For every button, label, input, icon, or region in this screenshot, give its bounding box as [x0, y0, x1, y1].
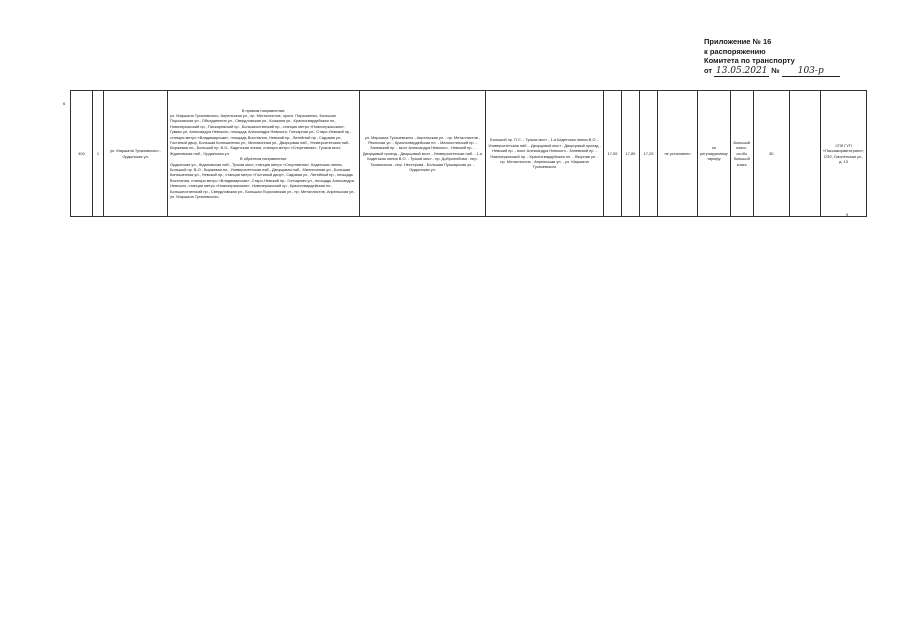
empty-cell: [789, 91, 820, 217]
handwritten-number: 103-р: [782, 67, 840, 78]
page-marker-right: 9: [846, 212, 849, 217]
operator-cell: СПб ГУП «Пассажиравтотранс», СПб, Смоленская ул., д. 13: [820, 91, 867, 217]
streets-forward-cell: ул. Маршала Тухачевского - Апрельская ул. - пр. Металлистов - Японская ул. - Красногвардейская пл. - Малоохтинский пр. - Заневский пр. - мост Александра Невского - Невский пр. - Дворцовый проезд - Дворцовый мост - Университетская наб. - 1-я Кадетская линия В.О. - Тучков мост - пр. Добролюбова - пер. Талалихина - пер. Нестерова - Большая Пушкарская ул. - Ордынская ул.: [360, 91, 486, 217]
appendix-title: Приложение № 16: [704, 37, 772, 46]
stops-backward-list: Ордынская ул., Ждановская наб., Тучков мост, станция метро «Спортивная», Кадетская линия, Большой пр. В.О., Биржевая пл., Университетская наб., Дворцовая наб., Миллионная ул., Большая Конюшенная ул., Невский пр., станция метро «Гостиный двор», Садовая ул., Литейный пр., площадь Восстания, станция метро «Владимирская», Старо-Невский пр., Гончарная ул., площадь Александра Невского, станция метро «Новочеркасская», Новочеркасский пр., Красногвардейская пл., Большеохтинский пр., Свердловская ул., Большая Пороховская ул., пр. Металлистов, Апрельская ул., ул. Маршала Тухачевского.: [170, 161, 356, 200]
boarding-mode-cell: по регулируемому тарифу: [698, 91, 731, 217]
appendix-order-label: к распоряжению: [704, 46, 766, 56]
table-row: [71, 91, 867, 217]
stops-forward-heading: В прямом направлении:: [241, 107, 286, 113]
stops-forward-list: ул. Маршала Тухачевского, Апрельская ул., пр. Металлистов, просп. Пархоменко, Большая Пороховская ул., Объединения ул., Свердловская ул., Кошкина ул., Красногвардейская пл., Новочеркасский пр., Пискаревский пр., Большеохтинский пр., станция метро «Новочеркасская», Гуммы ул. Александра Невского, площадь Александра Невского, Гончарная ул., Старо-Невский пр., станция метро «Владимирская», площадь Восстания, Невский пр., Литейный пр., Садовая ул., Гостиный двор, Большая Конюшенная ул., Миллионная ул., Дворцовая наб., Университетская наб., Биржевая пл., Большой пр. В.О., Кадетская линия, станция метро «Спортивная», Тучков мост, Ждановская наб., Ордынская ул.: [170, 112, 352, 156]
vehicle-count-cell: 30: [753, 91, 789, 217]
stops-cell: [168, 91, 360, 217]
direction-code-cell: 1: [93, 91, 104, 217]
stop-order-cell: не установлен: [658, 91, 698, 217]
length-forward-cell: 17,55: [604, 91, 622, 217]
length-backward-cell: 17,85: [622, 91, 640, 217]
handwritten-date: 13.05.2021: [715, 65, 768, 76]
date-prefix: от: [704, 65, 713, 75]
length-total-cell: 17,25: [640, 91, 658, 217]
appendix-date-number: [704, 66, 840, 78]
vehicle-class-cell: Большой класс, особо большой класс: [730, 91, 753, 217]
route-table: [70, 90, 867, 217]
document-header: [704, 37, 840, 77]
page-marker-left: 6: [63, 101, 66, 106]
appendix-committee: Комитета по транспорту: [704, 56, 795, 66]
route-name-cell: ул. Маршала Тухачевского - Ордынская ул.: [104, 91, 168, 217]
stops-backward-heading: В обратном направлении:: [240, 156, 287, 162]
streets-backward-cell: Большой пр. П.С. - Тучков мост - 1-я Кадетская линия В.О. - Университетская наб. - Дворцовый мост - Дворцовый проезд - Невский пр. - мост Александра Невского - Заневский пр. - Новочеркасский пр. - Красногвардейская пл. - Якорная ул. - пр. Металлистов - Апрельская ул. - ул. Маршала Тухачевского: [486, 91, 604, 217]
route-number-cell: 400: [71, 91, 93, 217]
number-prefix: №: [771, 65, 780, 75]
